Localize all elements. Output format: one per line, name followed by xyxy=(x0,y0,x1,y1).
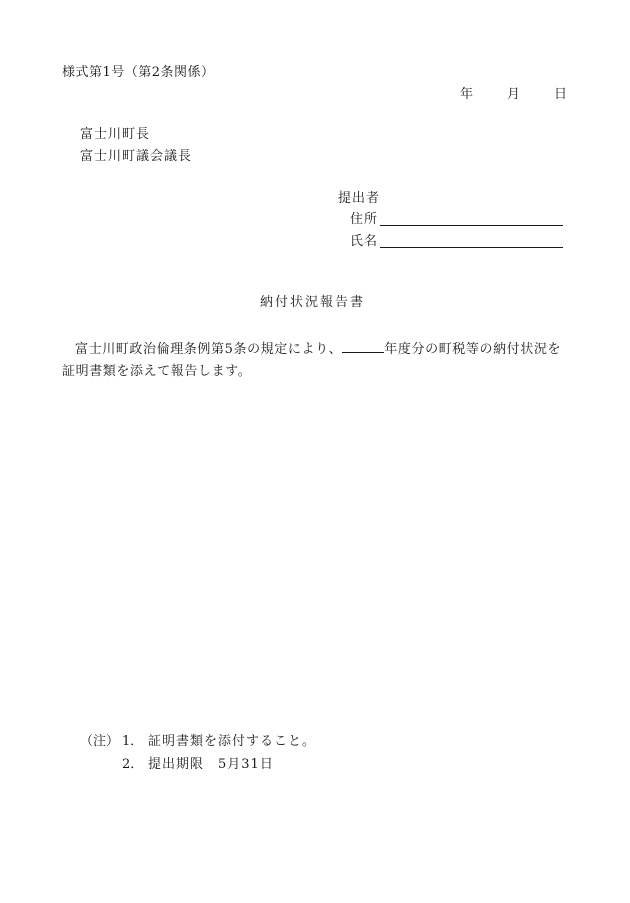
date-year-label: 年 xyxy=(460,87,474,102)
address-line xyxy=(380,211,563,226)
document-title: 納付状況報告書 xyxy=(260,295,366,310)
recipient-assembly-chair: 富士川町議会議長 xyxy=(80,149,193,164)
name-label: 氏名 xyxy=(350,234,379,249)
submitter-label: 提出者 xyxy=(338,191,381,206)
note-number: 2． xyxy=(122,757,144,772)
fiscal-year-blank xyxy=(342,340,384,353)
note-text: 提出期限 5月31日 xyxy=(148,757,274,772)
recipient-mayor: 富士川町長 xyxy=(80,127,151,142)
address-label: 住所 xyxy=(350,212,379,227)
name-line xyxy=(380,233,563,248)
body-text-before: 富士川町政治倫理条例第5条の規定により、 xyxy=(75,342,343,357)
notes-heading: （注） xyxy=(80,734,120,749)
notes-section xyxy=(80,735,316,781)
body-paragraph xyxy=(62,339,568,383)
note-item xyxy=(80,735,316,758)
date-line xyxy=(460,88,567,101)
note-item xyxy=(80,758,316,781)
note-text: 証明書類を添付すること。 xyxy=(148,734,317,749)
date-month-label: 月 xyxy=(507,87,521,102)
date-day-label: 日 xyxy=(554,87,568,102)
address-field xyxy=(350,211,563,226)
body-text-after: 年度分の町税等の納付状況を証明書類を添えて報告します。 xyxy=(62,342,562,379)
note-number: 1． xyxy=(122,734,144,749)
name-field xyxy=(350,233,563,248)
form-number: 様式第1号（第2条関係） xyxy=(62,65,215,80)
